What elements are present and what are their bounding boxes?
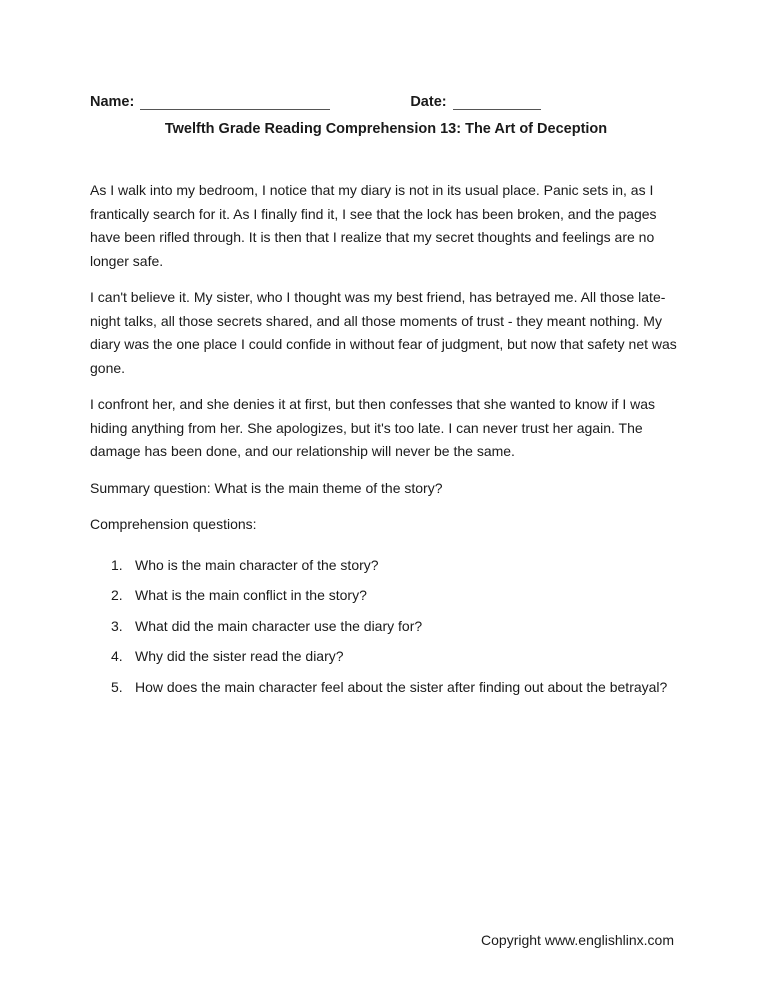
question-number: 2.: [111, 587, 123, 603]
question-number: 1.: [111, 556, 123, 573]
question-text: How does the main character feel about the sister after finding out about the betrayal?: [135, 678, 668, 695]
name-blank-line: [140, 93, 330, 110]
comprehension-questions-label: Comprehension questions:: [90, 516, 257, 532]
question-item-3: [90, 615, 682, 639]
date-group: [410, 93, 540, 110]
question-text: Who is the main character of the story?: [135, 556, 379, 573]
question-text: What did the main character use the diary for?: [135, 617, 423, 634]
question-item-5: [90, 676, 682, 700]
name-label: Name:: [90, 94, 135, 110]
question-text: Why did the sister read the diary?: [135, 648, 344, 664]
question-item-4: [90, 645, 682, 669]
story-passage: [90, 179, 682, 464]
question-list: [90, 554, 682, 700]
story-paragraph-3: I confront her, and she denies it at first, but then confesses that she wanted to know if I was hiding anything from her. She apologizes, but it's too late. I can never trust her again. The damage has been done, and our relationship will never be the same.: [90, 396, 655, 459]
worksheet-title: Twelfth Grade Reading Comprehension 13: The Art of Deception: [164, 121, 608, 137]
summary-question: Summary question: What is the main theme of the story?: [90, 479, 443, 496]
story-paragraph-2: I can't believe it. My sister, who I thought was my best friend, has betrayed me. All those late-night talks, all those secrets shared, and all those moments of trust - they meant nothing. My diary was the one place I could confide in without fear of judgment, but now that safety net was gone.: [90, 289, 677, 376]
question-number: 4.: [111, 648, 123, 664]
question-item-2: [90, 584, 682, 608]
story-paragraph-1: As I walk into my bedroom, I notice that my diary is not in its usual place. Panic sets in, as I frantically search for it. As I finally find it, I see that the lock has been broken, and the pages have been rifled through. It is then that I realize that my secret thoughts and feelings are no longer safe.: [90, 182, 657, 269]
question-number: 5.: [111, 678, 123, 695]
question-text: What is the main conflict in the story?: [135, 587, 367, 603]
worksheet-content: [90, 0, 682, 706]
name-date-row: [90, 90, 682, 110]
copyright-notice: Copyright www.englishlinx.com: [481, 932, 674, 948]
date-label: Date:: [410, 94, 447, 110]
date-blank-line: [453, 93, 541, 110]
question-number: 3.: [111, 617, 123, 634]
question-item-1: [90, 554, 682, 578]
